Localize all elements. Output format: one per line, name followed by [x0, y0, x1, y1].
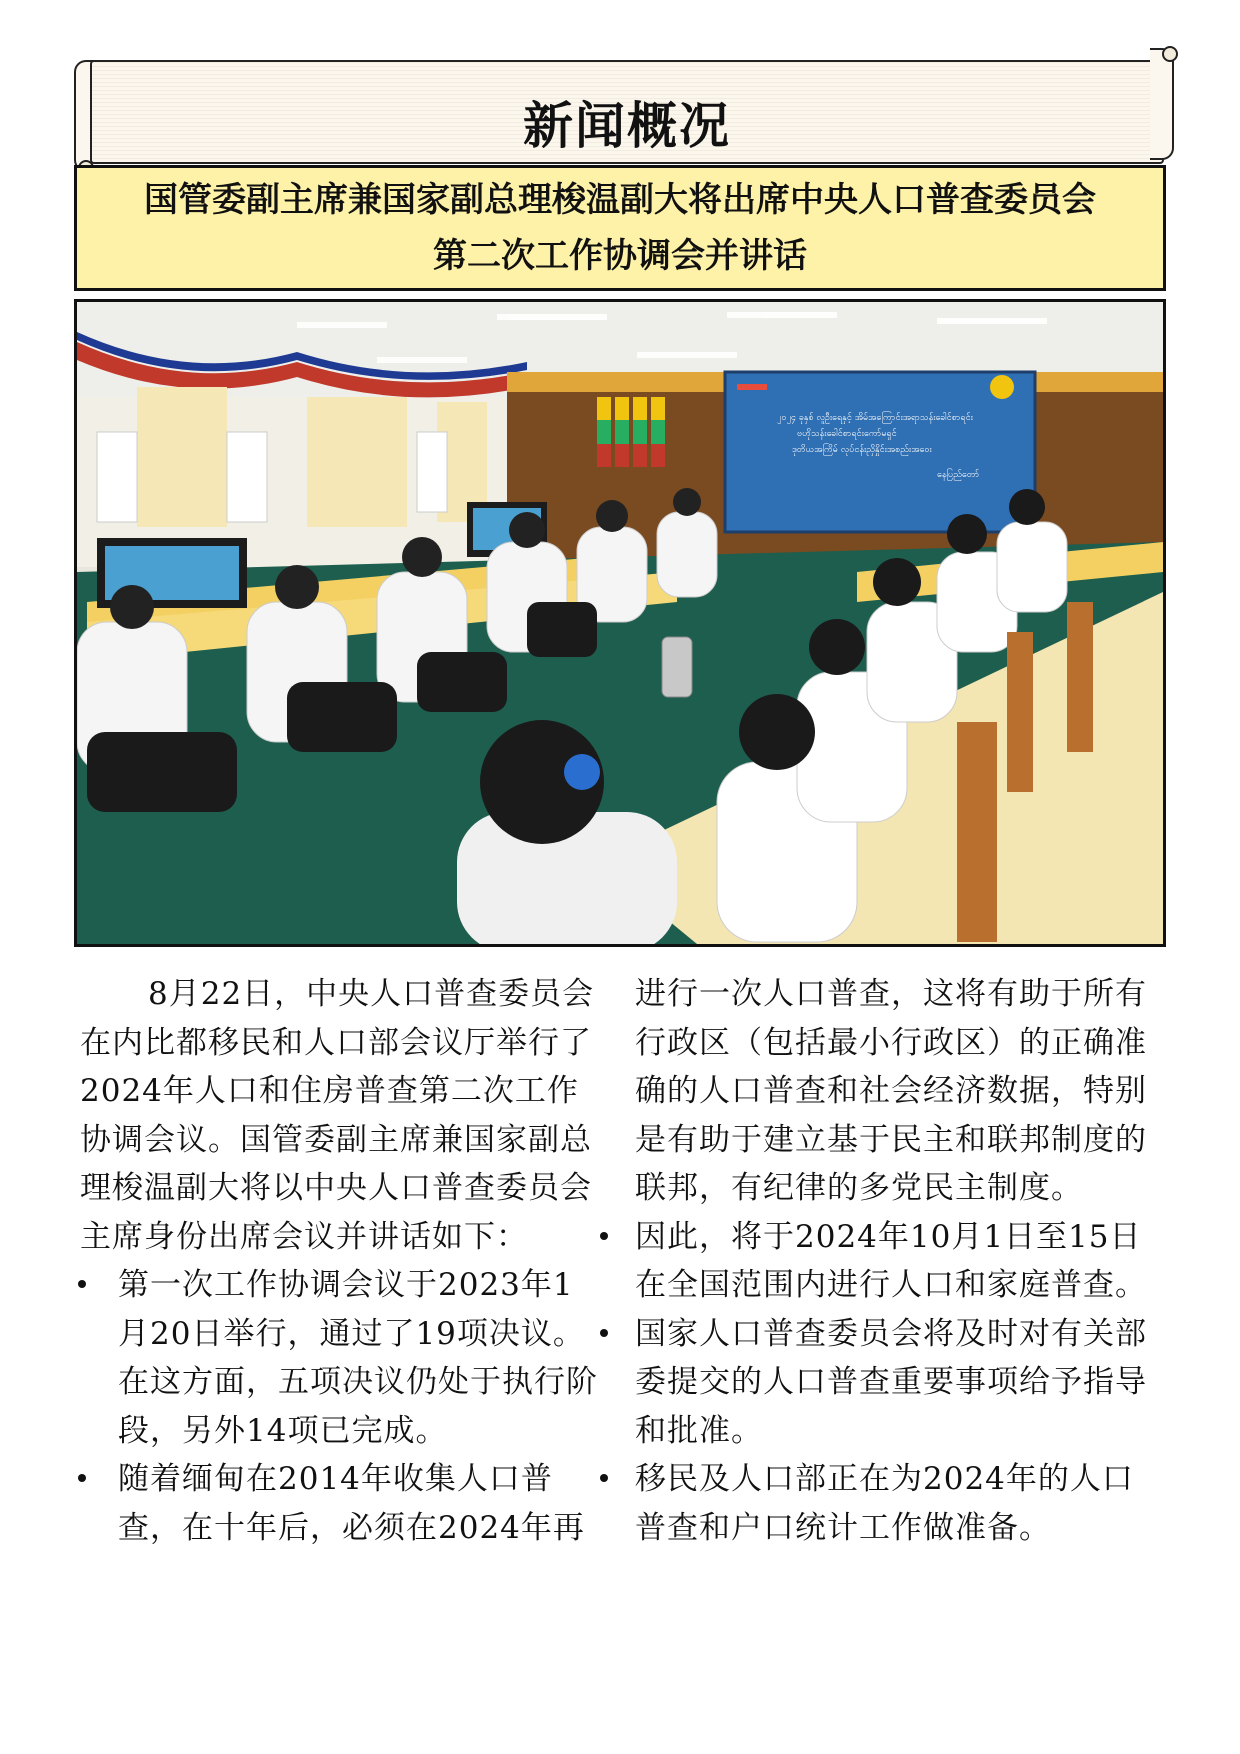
meeting-photo-illustration	[77, 302, 1163, 944]
list-item	[635, 1310, 1165, 1456]
screen-text-2: ဗဟိုသန်းခေါင်စာရင်းကော်မရှင်	[797, 429, 897, 439]
banner-body	[90, 60, 1164, 164]
meeting-photo	[74, 299, 1166, 947]
bullet-icon	[600, 1232, 608, 1240]
bullet-text: 国家人口普查委员会将及时对有关部委提交的人口普查重要事项给予指导和批准。	[635, 1315, 1147, 1449]
bullet-icon	[78, 1280, 86, 1288]
article-column-right	[635, 970, 1165, 1552]
headline-box	[74, 165, 1166, 291]
screen-text-4: နေပြည်တော်	[937, 470, 980, 480]
article-intro: 8月22日，中央人口普查委员会在内比都移民和人口部会议厅举行了2024年人口和住房普查第二次工作协调会议。国管委副主席兼国家副总理梭温副大将以中央人口普查委员会主席身份出席会议并讲话如下：	[80, 976, 595, 1255]
article-continuation: 进行一次人口普查，这将有助于所有行政区（包括最小行政区）的正确准确的人口普查和社会经济数据，特别是有助于建立基于民主和联邦制度的联邦，有纪律的多党民主制度。	[635, 976, 1147, 1206]
screen-text-3: ဒုတိယအကြိမ် လုပ်ငန်းညှိနှိုင်းအစည်းအဝေး	[792, 445, 932, 455]
list-item	[80, 1455, 600, 1552]
headline-line-1: 国管委副主席兼国家副总理梭温副大将出席中央人口普查委员会	[144, 180, 1096, 220]
bullet-text: 移民及人口部正在为2024年的人口普查和户口统计工作做准备。	[635, 1461, 1134, 1546]
scroll-curl-right	[1150, 48, 1174, 160]
section-banner	[74, 60, 1174, 165]
bullet-icon	[600, 1474, 608, 1482]
bullet-text: 因此，将于2024年10月1日至15日在全国范围内进行人口和家庭普查。	[635, 1218, 1147, 1303]
section-title: 新闻概况	[523, 96, 731, 155]
bullet-text: 第一次工作协调会议于2023年1月20日举行，通过了19项决议。在这方面，五项决议仍处于执行阶段，另外14项已完成。	[118, 1267, 598, 1449]
bullet-text: 随着缅甸在2014年收集人口普查，在十年后，必须在2024年再	[118, 1461, 585, 1546]
list-item	[635, 1455, 1165, 1552]
bullet-list-left	[80, 1261, 600, 1552]
scroll-curl-dot	[1162, 46, 1178, 62]
screen-text-1: ၂၀၂၄ ခုနှစ် လူဦးရေနှင့် အိမ်အကြောင်းအရာသန်းခေါင်စာရင်း	[777, 413, 973, 423]
list-item	[80, 1261, 600, 1455]
article-column-left	[80, 970, 600, 1552]
bullet-icon	[600, 1329, 608, 1337]
bullet-icon	[78, 1474, 86, 1482]
headline-line-2: 第二次工作协调会并讲话	[433, 236, 807, 276]
bullet-list-right	[635, 1213, 1165, 1553]
list-item	[635, 1213, 1165, 1310]
